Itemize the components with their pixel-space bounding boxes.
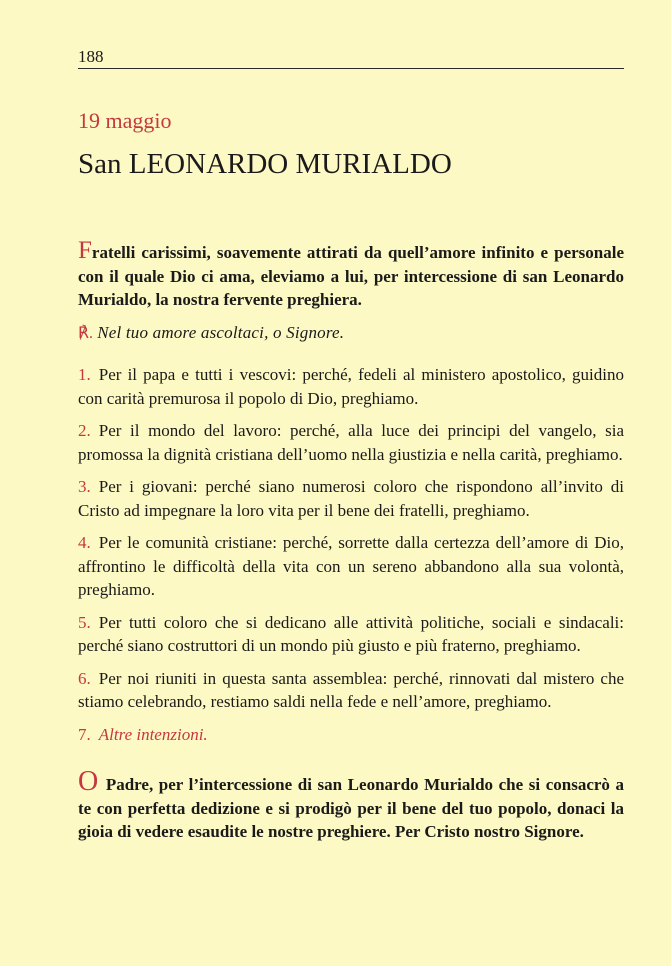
intention-item (78, 475, 624, 522)
feast-date: 19 maggio (78, 108, 172, 133)
intention-text: Per i giovani: perché siano numerosi coloro che rispondono all’invito di Cristo ad impegnare la loro vita per il bene dei fratelli, preghiamo. (78, 477, 624, 520)
intention-item (78, 667, 624, 714)
intro-text: ratelli carissimi, soavemente attirati da quell’amore infinito e personale con il quale Dio ci ama, eleviamo a lui, per intercessione di san Leonardo Murialdo, la nostra fervente preghiera. (78, 243, 624, 309)
conclusion-initial: O (78, 766, 99, 797)
conclusion-paragraph (78, 766, 624, 844)
feast-title: San LEONARDO MURIALDO (78, 148, 452, 180)
intro-paragraph (78, 237, 624, 312)
page-number: 188 (78, 47, 104, 66)
intro-initial: F (78, 237, 92, 264)
intention-text: Per noi riuniti in questa santa assemblea: perché, rinnovati dal mistero che stiamo celebrando, restiamo saldi nella fede e nell’amore, preghiamo. (78, 668, 624, 711)
intention-item (78, 419, 624, 466)
intentions-list (78, 363, 624, 746)
prayer-content (78, 237, 624, 844)
intention-number: 3. (78, 477, 91, 496)
intention-number: 1. (78, 365, 91, 384)
intention-number: 4. (78, 533, 91, 552)
header-rule (78, 68, 624, 69)
intention-number: 2. (78, 421, 91, 440)
intention-text: Altre intenzioni. (98, 724, 208, 744)
intention-text: Per il mondo del lavoro: perché, alla luce dei principi del vangelo, sia promossa la dignità cristiana dell’uomo nella giustizia e nella carità, preghiamo. (78, 421, 624, 464)
intention-item (78, 611, 624, 658)
conclusion-text: Padre, per l’intercessione di san Leonardo Murialdo che si consacrò a te con perfetta dedizione e si prodigò per il bene del tuo popolo, donaci la gioia di vedere esaudite le nostre preghiere. Per Cristo nostro Signore. (78, 775, 624, 841)
intention-item (78, 723, 624, 747)
intention-number: 6. (78, 668, 91, 688)
intention-text: Per le comunità cristiane: perché, sorrette dalla certezza dell’amore di Dio, affrontino le difficoltà della vita con un sereno abbandono alla sua volontà, preghiamo. (78, 533, 624, 599)
response-text: Nel tuo amore ascoltaci, o Signore. (97, 322, 345, 342)
intention-item (78, 363, 624, 410)
intention-text: Per tutti coloro che si dedicano alle attività politiche, sociali e sindacali: perché siano costruttori di un mondo più giusto e più fraterno, preghiamo. (78, 612, 624, 655)
intention-text: Per il papa e tutti i vescovi: perché, fedeli al ministero apostolico, guidino con carità premurosa il popolo di Dio, preghiamo. (78, 365, 624, 408)
intention-number: 5. (78, 612, 91, 632)
response-symbol: ℟. (78, 324, 93, 342)
intention-item (78, 531, 624, 602)
response-line (78, 321, 624, 346)
intention-number: 7. (78, 724, 91, 744)
